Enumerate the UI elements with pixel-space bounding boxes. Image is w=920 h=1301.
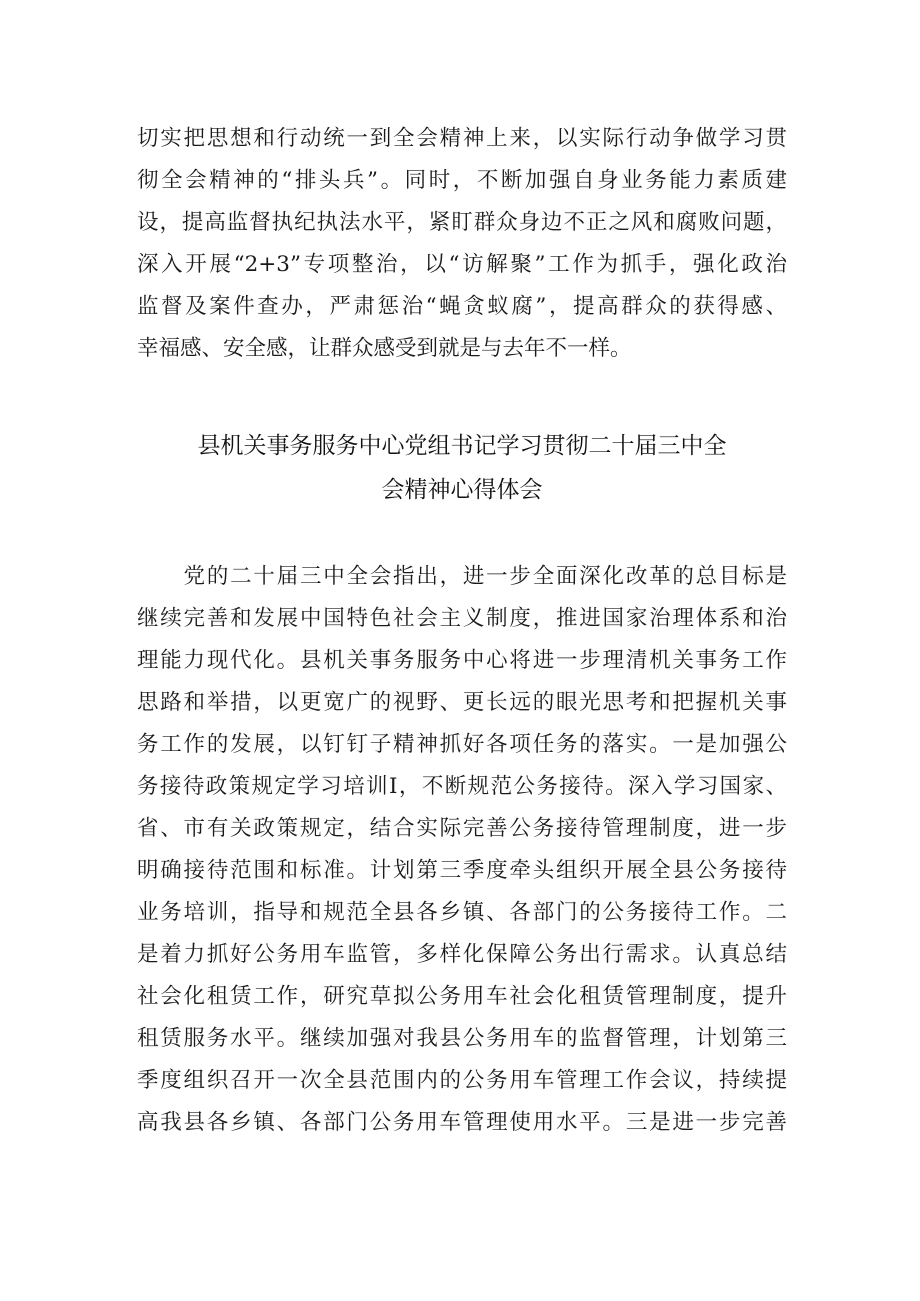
- paragraph-line: 租赁服务水平。继续加强对我县公务用车的监督管理，计划第三: [137, 1026, 787, 1051]
- paragraph-line: 务接待政策规定学习培训I，不断规范公务接待。深入学习国家、: [137, 774, 787, 799]
- paragraph-line: 高我县各乡镇、各部门公务用车管理使用水平。三是进一步完善: [137, 1110, 787, 1135]
- paragraph-line: 是着力抓好公务用车监管，多样化保障公务出行需求。认真总结: [137, 942, 787, 967]
- paragraph-line: 业务培训，指导和规范全县各乡镇、各部门的公务接待工作。二: [137, 900, 787, 925]
- body-paragraph: [137, 556, 787, 1144]
- paragraph-line: 党的二十届三中全会指出，进一步全面深化改革的总目标是: [137, 564, 787, 589]
- paragraph-line: 思路和举措，以更宽广的视野、更长远的眼光思考和把握机关事: [137, 690, 787, 715]
- paragraph-line: 幸福感、安全感，让群众感受到就是与去年不一样。: [137, 336, 632, 361]
- paragraph-line: 继续完善和发展中国特色社会主义制度，推进国家治理体系和治: [137, 606, 787, 631]
- paragraph-line: 季度组织召开一次全县范围内的公务用车管理工作会议，持续提: [137, 1068, 787, 1093]
- paragraph-line: 明确接待范围和标准。计划第三季度牵头组织开展全县公务接待: [137, 858, 787, 883]
- paragraph-line: 省、市有关政策规定，结合实际完善公务接待管理制度，进一步: [137, 816, 787, 841]
- article-title: [137, 424, 787, 512]
- article-title-line-2: 会精神心得体会: [381, 477, 543, 503]
- paragraph-line: 深入开展“2+3”专项整治，以“访解聚”工作为抓手，强化政治: [137, 252, 787, 277]
- paragraph-line: 社会化租赁工作，研究草拟公务用车社会化租赁管理制度，提升: [137, 984, 787, 1009]
- paragraph-line: 切实把思想和行动统一到全会精神上来，以实际行动争做学习贯: [137, 126, 787, 151]
- paragraph-line: 理能力现代化。县机关事务服务中心将进一步理清机关事务工作: [137, 648, 787, 673]
- article-title-line-1: 县机关事务服务中心党组书记学习贯彻二十届三中全: [197, 433, 727, 459]
- paragraph-line: 监督及案件查办，严肃惩治“蝇贪蚁腐”，提高群众的获得感、: [137, 294, 787, 319]
- paragraph-line: 彻全会精神的“排头兵”。同时，不断加强自身业务能力素质建: [137, 168, 787, 193]
- paragraph-line: 务工作的发展，以钉钉子精神抓好各项任务的落实。一是加强公: [137, 732, 787, 757]
- continued-paragraph: [137, 118, 787, 370]
- paragraph-line: 设，提高监督执纪执法水平，紧盯群众身边不正之风和腐败问题，: [137, 210, 787, 235]
